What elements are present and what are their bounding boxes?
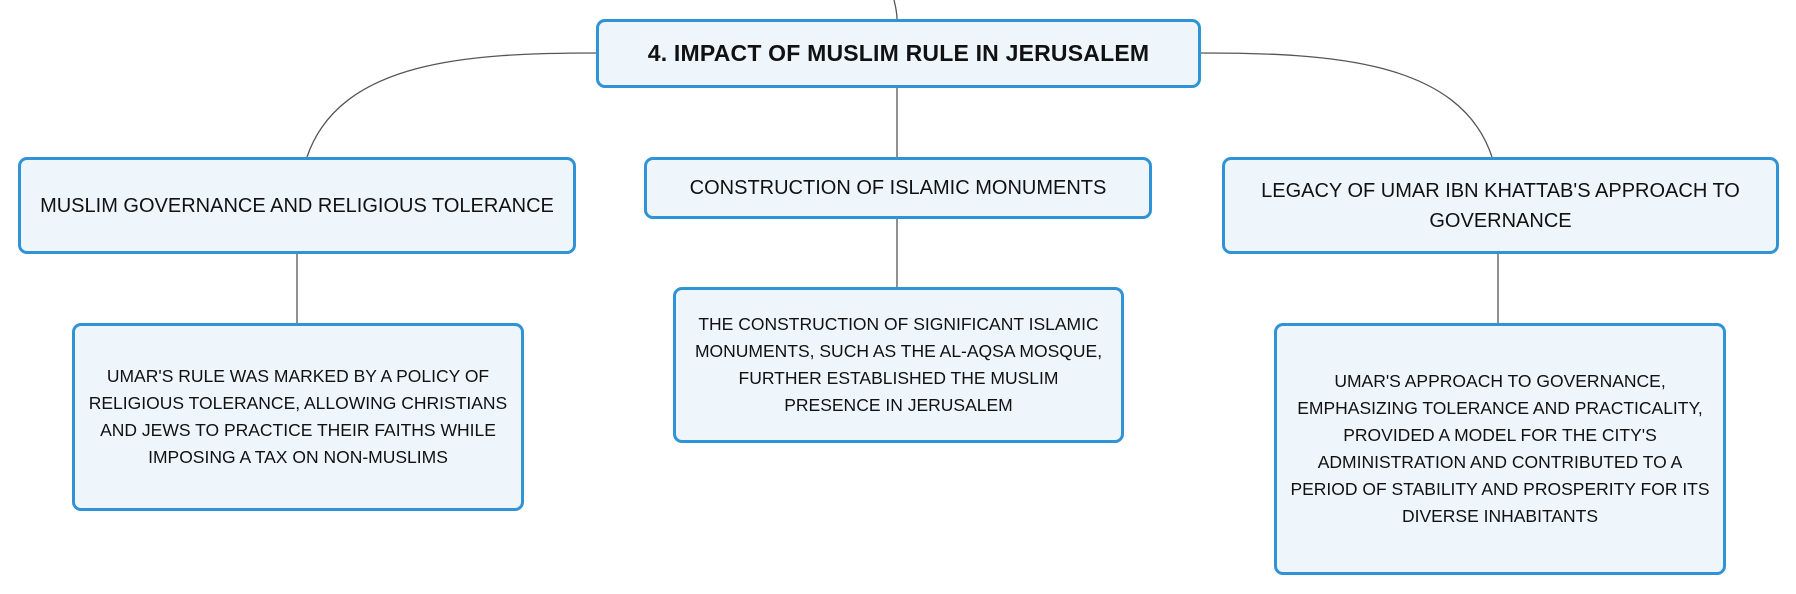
root-topic-title: 4. IMPACT OF MUSLIM RULE IN JERUSALEM [647, 40, 1150, 66]
detail-node-umar-legacy[interactable] [1274, 323, 1726, 575]
connector-root-to-branch-3 [1201, 53, 1492, 157]
detail-text-islamic-monuments: THE CONSTRUCTION OF SIGNIFICANT ISLAMIC MONUMENTS, SUCH AS THE AL-AQSA MOSQUE, FURTHER ESTABLISHED THE MUSLIM PRESENCE IN JERUSALEM [694, 314, 1103, 415]
detail-node-muslim-governance[interactable] [72, 323, 524, 511]
branch-title-muslim-governance: MUSLIM GOVERNANCE AND RELIGIOUS TOLERANCE [40, 194, 554, 217]
detail-text-muslim-governance: UMAR'S RULE WAS MARKED BY A POLICY OF RELIGIOUS TOLERANCE, ALLOWING CHRISTIANS AND JEWS TO PRACTICE THEIR FAITHS WHILE IMPOSING A TAX ON NON-MUSLIMS [88, 366, 508, 467]
branch-node-muslim-governance[interactable] [18, 157, 576, 254]
detail-text-umar-legacy: UMAR'S APPROACH TO GOVERNANCE, EMPHASIZING TOLERANCE AND PRACTICALITY, PROVIDED A MODEL FOR THE CITY'S ADMINISTRATION AND CONTRIBUTED TO A PERIOD OF STABILITY AND PROSPERITY FOR ITS DIVERSE INHABITANTS [1290, 371, 1710, 526]
branch-node-umar-legacy[interactable] [1222, 157, 1779, 254]
detail-node-islamic-monuments[interactable] [673, 287, 1124, 443]
parent-connector-line [894, 0, 897, 19]
root-topic-node[interactable] [596, 19, 1201, 88]
branch-node-islamic-monuments[interactable] [644, 157, 1152, 219]
connector-root-to-branch-1 [307, 53, 596, 157]
branch-title-islamic-monuments: CONSTRUCTION OF ISLAMIC MONUMENTS [689, 177, 1107, 199]
branch-title-umar-legacy: LEGACY OF UMAR IBN KHATTAB'S APPROACH TO GOVERNANCE [1261, 179, 1740, 232]
